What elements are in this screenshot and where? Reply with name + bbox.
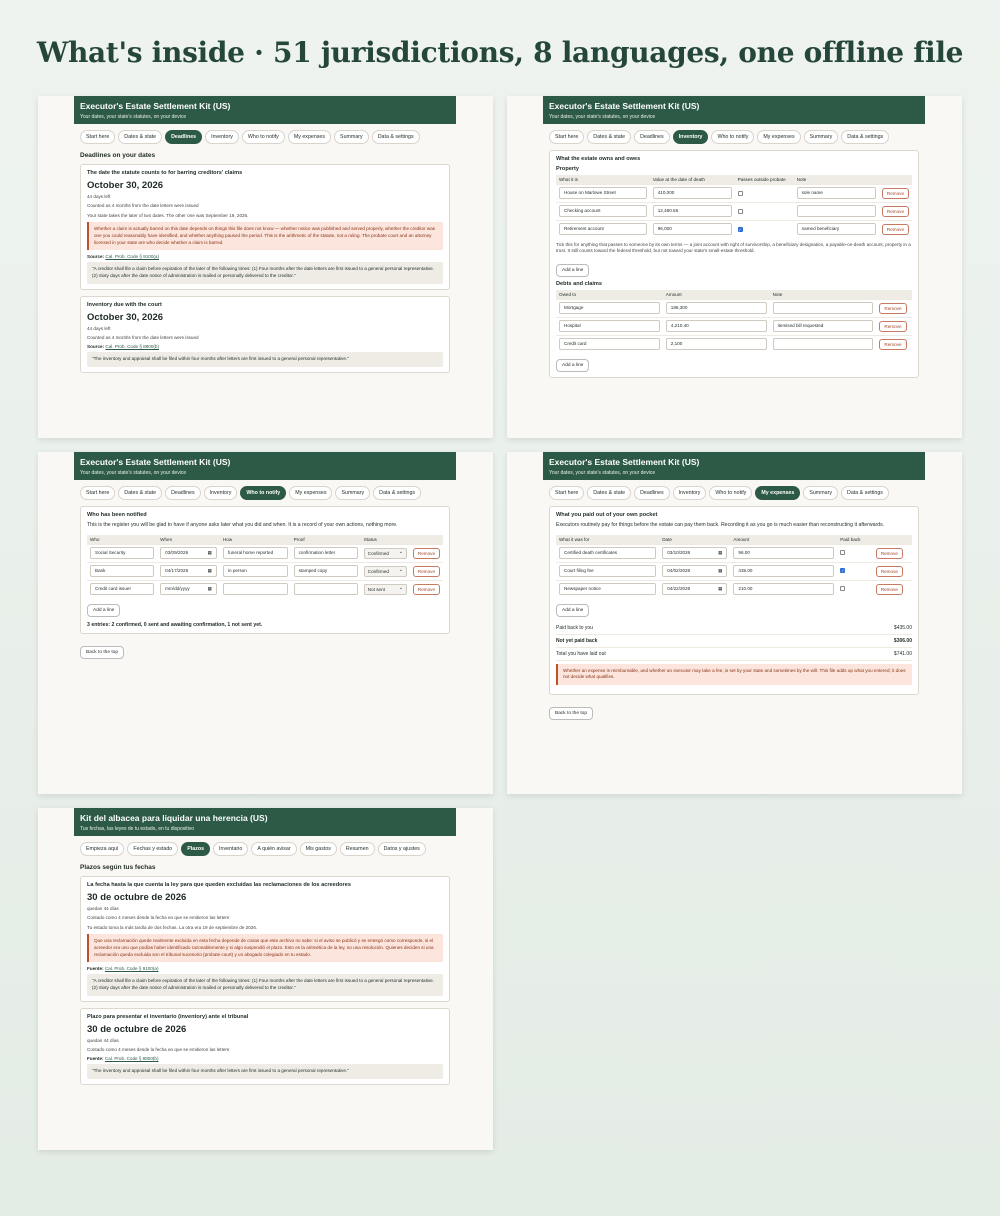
tab-fechas-estado[interactable]: Fechas y estado bbox=[127, 842, 178, 856]
what-input[interactable]: House on Marlowe Street bbox=[559, 187, 647, 199]
tab-my-expenses[interactable]: My expenses bbox=[288, 130, 331, 144]
amount-input[interactable]: 210.00 bbox=[733, 583, 834, 595]
app-header bbox=[74, 96, 456, 124]
remove-button[interactable]: Remove bbox=[413, 566, 440, 577]
source-label: Source: bbox=[87, 254, 105, 260]
how-input[interactable]: in person bbox=[223, 565, 288, 577]
column-header: Date bbox=[659, 535, 730, 545]
tab-inventario[interactable]: Inventario bbox=[213, 842, 248, 856]
when-date-input[interactable]: 03/09/2026 ▦ bbox=[160, 547, 217, 559]
tab-bar bbox=[543, 480, 925, 500]
tab-dates-state[interactable]: Dates & state bbox=[587, 486, 631, 500]
remove-button[interactable]: Remove bbox=[879, 321, 906, 332]
screenshot-plazos-es bbox=[38, 808, 493, 1150]
tab-start-here[interactable]: Start here bbox=[80, 130, 115, 144]
table-row bbox=[556, 544, 912, 562]
tab-deadlines[interactable]: Deadlines bbox=[165, 130, 202, 144]
source-label: Fuente: bbox=[87, 966, 104, 972]
tab-data-settings[interactable]: Data & settings bbox=[841, 130, 889, 144]
paid-back-checkbox[interactable] bbox=[840, 586, 845, 591]
days-left: 44 days left bbox=[87, 194, 111, 199]
deadline-date: 30 de octubre de 2026 bbox=[87, 892, 187, 903]
remove-button[interactable]: Remove bbox=[876, 584, 903, 595]
source-line bbox=[87, 1056, 443, 1061]
paid-back-checkbox[interactable] bbox=[840, 568, 845, 573]
tab-data-settings[interactable]: Data & settings bbox=[841, 486, 889, 500]
remove-button[interactable]: Remove bbox=[882, 188, 909, 199]
total-label: Total you have laid out bbox=[556, 650, 606, 657]
tab-a-quien-avisar[interactable]: A quién avisar bbox=[251, 842, 296, 856]
remove-button[interactable]: Remove bbox=[413, 548, 440, 559]
column-header bbox=[879, 175, 912, 185]
note-input[interactable]: named beneficiary bbox=[797, 223, 876, 235]
outside-probate-checkbox[interactable] bbox=[738, 209, 743, 214]
tab-who-to-notify[interactable]: Who to notify bbox=[711, 130, 754, 144]
property-label: Property bbox=[556, 166, 580, 172]
app-title: Executor's Estate Settlement Kit (US) bbox=[549, 457, 700, 467]
paid-back-checkbox[interactable] bbox=[840, 550, 845, 555]
total-row bbox=[556, 635, 912, 648]
tab-my-expenses[interactable]: My expenses bbox=[289, 486, 332, 500]
how-input[interactable]: funeral home reported bbox=[223, 547, 288, 559]
section-heading: Deadlines on your dates bbox=[80, 152, 156, 159]
app-header bbox=[543, 96, 925, 124]
remove-button[interactable]: Remove bbox=[879, 339, 906, 350]
tab-dates-state[interactable]: Dates & state bbox=[118, 130, 162, 144]
source-link[interactable]: Cal. Prob. Code § 8800(b) bbox=[105, 344, 160, 350]
amount-input[interactable]: 188,300 bbox=[666, 302, 767, 314]
tab-mis-gastos[interactable]: Mis gastos bbox=[300, 842, 337, 856]
date-input[interactable]: 04/02/2026 ▦ bbox=[662, 565, 727, 577]
statute-quote: "A creditor shall file a claim before expiration of the later of the following times: (1) Four months after the date letters are first issued to a general personal representative. (2) Sixty days after the date notice of administration is mailed or personally delivered to the creditor." bbox=[87, 974, 443, 995]
source-line bbox=[87, 966, 443, 971]
tab-bar bbox=[74, 480, 456, 500]
status-select[interactable]: Not sent ⌄ bbox=[364, 584, 407, 595]
owed-to-input[interactable]: Mortgage bbox=[559, 302, 660, 314]
source-line bbox=[87, 254, 443, 259]
property-table bbox=[556, 175, 912, 238]
deadline-card bbox=[80, 164, 450, 290]
value-input[interactable]: 410,000 bbox=[653, 187, 732, 199]
deadline-date: October 30, 2026 bbox=[87, 311, 164, 323]
table-row bbox=[556, 317, 912, 335]
deadline-card bbox=[80, 876, 450, 1002]
source-link[interactable]: Cal. Prob. Code § 9100(a) bbox=[104, 966, 159, 972]
source-link[interactable]: Cal. Prob. Code § 8800(b) bbox=[104, 1056, 159, 1062]
deadline-card bbox=[80, 296, 450, 374]
source-line bbox=[87, 344, 443, 349]
column-header: What it was for bbox=[556, 535, 659, 545]
extra-note: Tu estado toma la más tardía de dos fechas. La otra era 19 de septiembre de 2026. bbox=[87, 924, 258, 930]
note-input[interactable] bbox=[797, 205, 876, 217]
intro-text: This is the register you will be glad to have if anyone asks later what you did and when. It is a record of your own actions, nothing more. bbox=[87, 522, 398, 528]
tab-bar bbox=[74, 836, 456, 856]
source-link[interactable]: Cal. Prob. Code § 9100(a) bbox=[105, 254, 160, 260]
app-header bbox=[543, 452, 925, 480]
column-header bbox=[876, 290, 912, 300]
intro-text: Executors routinely pay for things before the estate can pay them back. Recording it as you go is much easier than reconstructing it afterwards. bbox=[556, 522, 885, 528]
warning-callout: Whether an expense is reimbursable, and whether an executor may take a fee, is set by your state and sometimes by the will. This file adds up what you entered; it does not decide what qualifies. bbox=[556, 664, 912, 685]
statute-quote: "The inventory and appraisal shall be filed within four months after letters are first issued to a general personal representative." bbox=[87, 352, 443, 367]
total-value: $306.00 bbox=[893, 637, 912, 644]
proof-input[interactable]: stamped copy bbox=[294, 565, 358, 577]
counted-note: Counted as 4 months from the date letters were issued bbox=[87, 334, 199, 340]
column-header bbox=[873, 535, 912, 545]
debts-label: Debts and claims bbox=[556, 280, 603, 287]
table-row bbox=[87, 580, 443, 598]
when-date-input[interactable]: 04/17/2026 ▦ bbox=[160, 565, 217, 577]
table-row bbox=[556, 203, 912, 221]
deadline-title: Inventory due with the court bbox=[87, 301, 162, 308]
app-header bbox=[74, 452, 456, 480]
tab-dates-state[interactable]: Dates & state bbox=[587, 130, 631, 144]
amount-input[interactable]: 435.00 bbox=[733, 565, 834, 577]
total-value: $741.00 bbox=[893, 650, 912, 657]
expenses-table bbox=[556, 535, 912, 598]
total-row bbox=[556, 622, 912, 635]
column-header: Owed to bbox=[556, 290, 663, 300]
inventory-panel bbox=[549, 150, 919, 378]
section-heading: What you paid out of your own pocket bbox=[556, 512, 658, 518]
column-header bbox=[410, 535, 443, 545]
tab-start-here[interactable]: Start here bbox=[549, 486, 584, 500]
tab-start-here[interactable]: Start here bbox=[549, 130, 584, 144]
section-heading: Who has been notified bbox=[87, 512, 147, 518]
tab-who-to-notify[interactable]: Who to notify bbox=[240, 486, 286, 500]
column-header: Amount bbox=[663, 290, 770, 300]
total-label: Not yet paid back bbox=[556, 637, 598, 644]
table-row bbox=[556, 335, 912, 353]
extra-note: Your state takes the later of two dates. The other one was September 19, 2026. bbox=[87, 212, 249, 218]
warning-callout: Que una reclamación quede realmente excluida en esta fecha depende de cosas que este archivo no sabe: si el aviso se publicó y se entregó como corresponde, si el acreedor era uno que podías haber identificado razonablemente y si algo suspendió el plazo. Esto es la aritmética de la ley, no una resolución. Quienes deciden si una reclamación queda excluida son el tribunal sucesorio (probate court) y un abogado colegiado en tu estado. bbox=[87, 934, 443, 962]
table-row bbox=[556, 185, 912, 203]
table-row bbox=[87, 562, 443, 580]
column-header: When bbox=[157, 535, 220, 545]
tab-bar bbox=[74, 124, 456, 144]
what-for-input[interactable]: Newspaper notice bbox=[559, 583, 656, 595]
total-label: Paid back to you bbox=[556, 624, 593, 631]
add-line-button[interactable]: Add a line bbox=[556, 264, 589, 277]
note-input[interactable]: sole name bbox=[797, 187, 876, 199]
tab-data-settings[interactable]: Data & settings bbox=[372, 130, 420, 144]
amount-input[interactable]: 96.00 bbox=[733, 547, 834, 559]
column-header: Value at the date of death bbox=[650, 175, 735, 185]
app-title: Executor's Estate Settlement Kit (US) bbox=[80, 101, 231, 111]
tab-deadlines[interactable]: Deadlines bbox=[165, 486, 201, 500]
who-input[interactable]: Social Security bbox=[90, 547, 154, 559]
headline: What's inside · 51 jurisdictions, 8 languages, one offline file bbox=[36, 36, 964, 69]
app-title: Kit del albacea para liquidar una herencia (US) bbox=[80, 813, 268, 823]
deadline-title: La fecha hasta la que cuenta la ley para que queden excluidas las reclamaciones de los acreedores bbox=[87, 882, 351, 888]
column-header: Note bbox=[794, 175, 879, 185]
help-text: Tick this for anything that passes to someone by its own terms — a joint account with right of survivorship, a beneficiary designation, a payable-on-death account, property in a trust. It still counts toward the federal threshold, but not toward your state's small-estate threshold. bbox=[556, 242, 911, 254]
table-row bbox=[556, 562, 912, 580]
tab-datos-ajustes[interactable]: Datos y ajustes bbox=[378, 842, 426, 856]
warning-callout: Whether a claim is actually barred on this date depends on things this file does not know — whether notice was published and served properly, whether the creditor was one you could reasonably have identified, and whether anything paused the period. This is the arithmetic of the statute, not a ruling. The probate court and an attorney licensed in your state are who decide whether a claim is barred. bbox=[87, 222, 443, 250]
notify-panel bbox=[80, 506, 450, 634]
tab-inventory[interactable]: Inventory bbox=[205, 130, 239, 144]
table-row bbox=[556, 580, 912, 598]
tab-resumen[interactable]: Resumen bbox=[340, 842, 375, 856]
what-for-input[interactable]: Certified death certificates bbox=[559, 547, 656, 559]
column-header: How bbox=[220, 535, 291, 545]
remove-button[interactable]: Remove bbox=[876, 548, 903, 559]
column-header: Passes outside probate bbox=[735, 175, 794, 185]
who-input[interactable]: Credit card issuer bbox=[90, 583, 154, 595]
days-left: 44 days left bbox=[87, 325, 111, 331]
column-header: What it is bbox=[556, 175, 650, 185]
back-to-top-button[interactable]: Back to the top bbox=[80, 646, 124, 659]
tab-bar bbox=[543, 124, 925, 144]
app-title: Executor's Estate Settlement Kit (US) bbox=[549, 101, 700, 111]
table-row bbox=[556, 299, 912, 317]
add-line-button[interactable]: Add a line bbox=[556, 604, 589, 617]
deadline-date: 30 de octubre de 2026 bbox=[87, 1023, 187, 1035]
column-header: Note bbox=[770, 290, 877, 300]
table-row bbox=[556, 221, 912, 239]
statute-quote: "The inventory and appraisal shall be filed within four months after letters are first issued to a general personal representative." bbox=[87, 1064, 443, 1079]
app-title: Executor's Estate Settlement Kit (US) bbox=[80, 457, 231, 467]
app-subtitle: Your dates, your state's statutes, on your device bbox=[80, 114, 187, 120]
deadline-title: Plazo para presentar el inventario (inventory) ante el tribunal bbox=[87, 1013, 249, 1020]
notify-table bbox=[87, 535, 443, 598]
add-line-button[interactable]: Add a line bbox=[556, 359, 589, 372]
status-select[interactable]: Confirmed ⌄ bbox=[364, 566, 407, 577]
counted-note: Contado como 4 meses desde la fecha en que se emitieron las letters bbox=[87, 915, 230, 921]
total-row bbox=[556, 648, 912, 661]
tab-deadlines[interactable]: Deadlines bbox=[634, 130, 670, 144]
remove-button[interactable]: Remove bbox=[882, 224, 909, 235]
date-input[interactable]: 04/22/2026 ▦ bbox=[662, 583, 727, 595]
tab-inventory[interactable]: Inventory bbox=[204, 486, 238, 500]
tab-summary[interactable]: Summary bbox=[335, 486, 370, 500]
proof-input[interactable] bbox=[294, 583, 358, 595]
tab-summary[interactable]: Summary bbox=[804, 130, 839, 144]
tab-inventory[interactable]: Inventory bbox=[673, 486, 707, 500]
counted-note: Counted as 4 months from the date letters were issued bbox=[87, 203, 199, 209]
tab-summary[interactable]: Summary bbox=[803, 486, 838, 500]
what-input[interactable]: Checking account bbox=[559, 205, 647, 217]
expenses-panel bbox=[549, 506, 919, 695]
deadline-card bbox=[80, 1008, 450, 1086]
note-input[interactable]: itemised bill requested bbox=[773, 320, 874, 332]
column-header: Who bbox=[87, 535, 157, 545]
tab-who-to-notify[interactable]: Who to notify bbox=[709, 486, 752, 500]
what-for-input[interactable]: Court filing fee bbox=[559, 565, 656, 577]
deadline-title: The date the statute counts to for barring creditors' claims bbox=[87, 170, 243, 176]
source-label: Fuente: bbox=[87, 1056, 104, 1062]
table-row bbox=[87, 544, 443, 562]
amount-input[interactable]: 2,100 bbox=[666, 338, 767, 350]
remove-button[interactable]: Remove bbox=[882, 206, 909, 217]
date-input[interactable]: 03/10/2026 ▦ bbox=[662, 547, 727, 559]
section-heading: Plazos según tus fechas bbox=[80, 864, 156, 871]
what-input[interactable]: Retirement account bbox=[559, 223, 647, 235]
owed-to-input[interactable]: Hospital bbox=[559, 320, 660, 332]
tab-data-settings[interactable]: Data & settings bbox=[373, 486, 421, 500]
section-heading: What the estate owns and owes bbox=[556, 156, 641, 162]
when-date-input[interactable]: mm/dd/yyyy ▦ bbox=[160, 583, 217, 595]
proof-input[interactable]: confirmation letter bbox=[294, 547, 358, 559]
tab-summary[interactable]: Summary bbox=[334, 130, 369, 144]
owed-to-input[interactable]: Credit card bbox=[559, 338, 660, 350]
column-header: Paid back bbox=[837, 535, 873, 545]
counted-note: Contado como 4 meses desde la fecha en que se emitieron las letters bbox=[87, 1046, 230, 1052]
remove-button[interactable]: Remove bbox=[876, 566, 903, 577]
app-subtitle: Your dates, your state's statutes, on your device bbox=[549, 470, 656, 476]
value-input[interactable]: 96,000 bbox=[653, 223, 732, 235]
app-subtitle: Your dates, your state's statutes, on your device bbox=[80, 470, 187, 476]
value-input[interactable]: 12,480.55 bbox=[653, 205, 732, 217]
totals bbox=[556, 622, 912, 661]
source-label: Source: bbox=[87, 344, 105, 350]
app-subtitle: Your dates, your state's statutes, on your device bbox=[549, 114, 656, 120]
app-subtitle: Tus fechas, las leyes de tu estado, en tu dispositivo bbox=[80, 826, 195, 832]
tab-my-expenses[interactable]: My expenses bbox=[757, 130, 800, 144]
screenshot-who-to-notify bbox=[38, 452, 493, 794]
app-header bbox=[74, 808, 456, 836]
tab-plazos[interactable]: Plazos bbox=[181, 842, 210, 856]
tab-empieza-aqui[interactable]: Empieza aquí bbox=[80, 842, 124, 856]
column-header: Amount bbox=[730, 535, 837, 545]
days-left: quedan 44 días bbox=[87, 906, 119, 911]
tab-who-to-notify[interactable]: Who to notify bbox=[242, 130, 285, 144]
note-input[interactable] bbox=[773, 302, 874, 314]
status-select[interactable]: Confirmed ⌄ bbox=[364, 548, 407, 559]
debts-table bbox=[556, 290, 912, 353]
outside-probate-checkbox[interactable] bbox=[738, 227, 743, 232]
screenshot-deadlines bbox=[38, 96, 493, 438]
total-value: $435.00 bbox=[893, 624, 912, 631]
back-to-top-button[interactable]: Back to the top bbox=[549, 707, 593, 720]
screenshot-inventory bbox=[507, 96, 962, 438]
days-left: quedan 44 días bbox=[87, 1037, 119, 1043]
tab-dates-state[interactable]: Dates & state bbox=[118, 486, 162, 500]
remove-button[interactable]: Remove bbox=[879, 303, 906, 314]
tab-deadlines[interactable]: Deadlines bbox=[634, 486, 670, 500]
statute-quote: "A creditor shall file a claim before expiration of the later of the following times: (1) Four months after the date letters are first issued to a general personal representative. (2) Sixty days after the date notice of administration is mailed or personally delivered to the creditor." bbox=[87, 262, 443, 283]
add-line-button[interactable]: Add a line bbox=[87, 604, 120, 617]
outside-probate-checkbox[interactable] bbox=[738, 191, 743, 196]
who-input[interactable]: Bank bbox=[90, 565, 154, 577]
column-header: Status bbox=[361, 535, 410, 545]
notify-summary: 3 entries: 2 confirmed, 0 sent and awaiting confirmation, 1 not sent yet. bbox=[87, 621, 263, 628]
deadline-date: October 30, 2026 bbox=[87, 180, 164, 191]
remove-button[interactable]: Remove bbox=[413, 584, 440, 595]
tab-inventory[interactable]: Inventory bbox=[673, 130, 709, 144]
screenshot-my-expenses bbox=[507, 452, 962, 794]
column-header: Proof bbox=[291, 535, 361, 545]
how-input[interactable] bbox=[223, 583, 288, 595]
tab-my-expenses[interactable]: My expenses bbox=[755, 486, 800, 500]
amount-input[interactable]: 4,210.40 bbox=[666, 320, 767, 332]
note-input[interactable] bbox=[773, 338, 874, 350]
tab-start-here[interactable]: Start here bbox=[80, 486, 115, 500]
